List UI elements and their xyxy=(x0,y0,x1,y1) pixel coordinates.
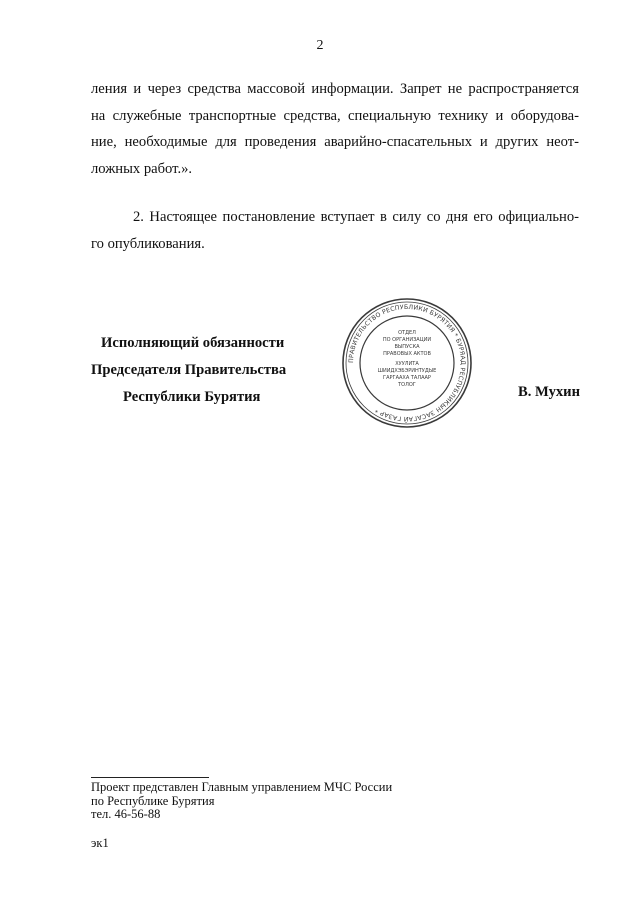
seal-center-line: ОТДЕЛ xyxy=(398,330,416,336)
signatory-position-line: Председателя Правительства xyxy=(91,362,287,378)
footnote-line: тел. 46-56-88 xyxy=(91,807,161,821)
paragraph-continuation xyxy=(91,76,579,182)
text-line: го опубликования. xyxy=(91,235,205,252)
seal-center-line: ХУУЛИТА xyxy=(395,361,419,367)
seal-center-line: ТОЛОГ xyxy=(398,382,416,388)
text-line: ложных работ.». xyxy=(91,160,193,177)
text-line: ние, необходимые для проведения аварийно-спасательных и других неот- xyxy=(91,134,579,150)
signatory-position-line: Республики Бурятия xyxy=(123,389,261,405)
signatory-position-line: Исполняющий обязанности xyxy=(101,335,285,351)
paragraph-effective-date xyxy=(91,204,579,257)
footnote xyxy=(91,781,392,822)
seal-ring-text: ПРАВИТЕЛЬСТВО РЕСПУБЛИКИ БУРЯТИЯ * БУРЯАД РЕСПУБЛИКЫН ЗАСАГАЙ ГАЗАР * xyxy=(347,303,467,423)
seal-center-line: ШИИДХЭБЭРИНТУДЫЕ xyxy=(377,368,437,374)
footnote-line: Проект представлен Главным управлением МЧС России xyxy=(91,780,393,794)
official-seal-stamp xyxy=(340,296,474,430)
text-line: ления и через средства массовой информации. Запрет не распространяется xyxy=(91,81,579,97)
seal-center-line: ГАРГААХА ТАЛААР xyxy=(383,375,431,381)
page-number: 2 xyxy=(316,38,324,53)
text-line: на служебные транспортные средства, специальную технику и оборудова- xyxy=(91,107,579,124)
footnote-divider xyxy=(91,777,209,778)
seal-center-line: ПРАВОВЫХ АКТОВ xyxy=(383,351,431,357)
text-line: 2. Настоящее постановление вступает в силу со дня его официально- xyxy=(133,209,579,225)
signatory-name: В. Мухин xyxy=(517,384,580,400)
seal-center-line: ПО ОРГАНИЗАЦИИ xyxy=(382,337,432,343)
seal-center-line: ВЫПУСКА xyxy=(394,344,420,350)
footnote-line: по Республике Бурятия xyxy=(91,793,215,808)
author-code: эк1 xyxy=(91,836,109,850)
